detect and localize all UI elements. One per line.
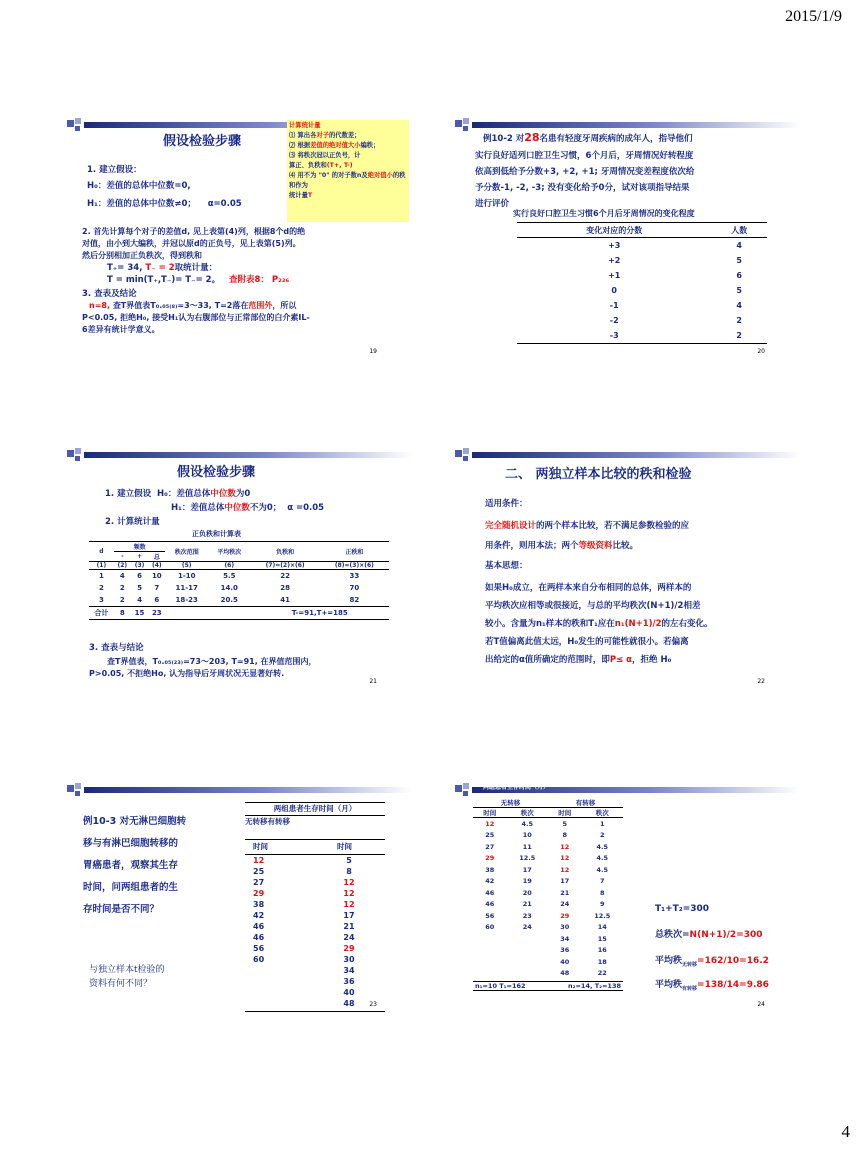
applicability-label: 适用条件： [485, 499, 528, 509]
cell-value: 12 [343, 878, 355, 887]
mean-rank-2: 平均秩$_{有转移}$=138/14=9.86 [655, 980, 769, 992]
step-2-line-a: 2. 首先计算每个对子的差值d, 见上表第(4)列，根据8个d的绝 [82, 227, 306, 236]
slide-title: 二、 两独立样本比较的秩和检验 [505, 467, 692, 482]
cell-value: 48 [343, 999, 355, 1008]
table-row: 3 2 4 6 18-23 20.5 41 82 [98, 596, 360, 604]
step-1: 1. 建立假设： [87, 165, 142, 175]
cell-value: 29 [343, 944, 355, 953]
h1: H₁：差值总体中位数不为0； α =0.05 [171, 503, 325, 513]
cell-value: 36 [343, 977, 355, 986]
step-2: 2. 计算统计量 [105, 517, 160, 527]
cell-value: 56 [253, 944, 265, 953]
table-title: 实行良好口腔卫生习惯6个月后牙周情况的变化程度 [513, 209, 695, 218]
slide-19 [67, 118, 412, 363]
no-metastasis-column [253, 855, 293, 965]
h0: H₀：差值的总体中位数=0, [87, 181, 191, 191]
col-header: 时间 [337, 842, 352, 851]
statistic: T = min(T₊,T₋)= T₋= 2。 查附表8： P₂₂₆ [107, 275, 290, 285]
table-row: 27 11 12 4.5 [485, 842, 609, 851]
step-3: 3. 查表及结论 [82, 289, 137, 299]
slide-24 [455, 783, 800, 1028]
table-row: -3 2 [517, 328, 767, 344]
table-row: 1 4 6 10 1-10 5.5 22 33 [98, 572, 360, 580]
group-header: 无转移 [245, 817, 268, 826]
conclusion-c: 6差异有统计学意义。 [82, 325, 160, 334]
conclusion-b: P<0.05, 拒绝H₀, 接受H₁认为右腹部位与正常部位的白介素IL- [82, 313, 310, 322]
table-row: 34 15 [560, 934, 607, 943]
table-row: +3 4 [608, 241, 742, 250]
cell-value: 46 [253, 933, 265, 942]
group-1-summary: n₁=10 T₁=162 [475, 982, 526, 990]
metastasis-column [329, 855, 369, 1009]
basic-idea-label: 基本思想： [485, 561, 528, 571]
slide-number: 21 [369, 678, 377, 685]
step-1: 1. 建立假设 H₀：差值总体中位数为0 [105, 489, 251, 499]
col-header: 人数 [731, 225, 748, 235]
cell-value: 8 [346, 867, 352, 876]
slide-22 [455, 448, 800, 693]
table-row: 36 16 [560, 946, 607, 955]
slide-number: 22 [757, 678, 765, 685]
table-row: -1 4 [609, 301, 742, 310]
table-row: 2 2 5 7 11-17 14.0 28 70 [98, 584, 360, 592]
conclusion-a: 查T界值表，T₀.₀₅₍₂₃₎=73～203, T=91, 在界值范围内， [107, 657, 317, 666]
cell-value: 27 [253, 878, 265, 887]
survival-table [245, 802, 385, 826]
question: 例10-3 对无淋巴细胞转 移与有淋巴细胞转移的 胃癌患者，观察其生存 时间，问两组患者的生 存时间是否不同？ [83, 816, 187, 915]
cell-value: 30 [343, 955, 355, 964]
table-row: 25 10 8 2 [485, 831, 605, 840]
cell-value: 24 [343, 933, 355, 942]
table-row: 40 18 [560, 957, 607, 966]
table-row: -2 2 [609, 316, 742, 325]
page-number: 4 [841, 1122, 850, 1141]
applicability-line-2: 用条件，则用本法；两个等级资料比较。 [485, 541, 639, 551]
cell-value: 38 [253, 900, 265, 909]
step-3: 3. 查表与结论 [89, 643, 144, 653]
slide-title-bar [67, 448, 412, 462]
cell-value: 60 [253, 955, 265, 964]
question-note: 与独立样本t检验的 资料有何不同？ [89, 965, 165, 989]
table-row: 12 4.5 5 1 [485, 819, 605, 828]
slide-20 [455, 118, 800, 363]
step-2-line-b: 对值，由小到大编秩，并冠以原d的正负号，见上表第(5)列。 [82, 239, 301, 248]
group-header: 无转移 [500, 799, 521, 807]
conclusion-b: P>0.05, 不拒绝Ho, 认为指导后牙周状况无显著好转. [89, 669, 285, 678]
table-row: 60 24 30 14 [485, 923, 607, 932]
slide-number: 19 [369, 348, 377, 355]
col-header: 变化对应的分数 [586, 225, 643, 235]
table-row: 42 19 17 7 [485, 877, 605, 886]
cell-value: 42 [253, 911, 265, 920]
table-row: +2 5 [608, 256, 742, 265]
slide-21 [67, 448, 412, 693]
cell-value: 12 [343, 889, 355, 898]
slide-title: 假设检验步骤 [163, 134, 242, 149]
cell-value: 5 [346, 856, 352, 865]
rank-table: 无转移 有转移 时间 秩次 时间 秩次 12 4.5 5 1 25 10 8 2 27 11 12 4.5 29 12.5 12 4.5 38 17 12 4.5 42 19 17 7 46 20 21 8 46 21 24 9 56 23 29 12.5 60 24 30 14 34 15 36 16 40 18 48 22 n₁=10 T₁=162 n₂=14, T₂=138 [475, 799, 621, 990]
group-header: 有转移 [575, 799, 596, 807]
mean-rank-1: 平均秩$_{无转移}$=162/10=16.2 [655, 956, 769, 968]
table-row: 56 23 29 12.5 [485, 911, 611, 920]
cell-value: 25 [253, 867, 265, 876]
basic-line-2: 平均秩次应相等或很接近，与总的平均秩次(N+1)/2相差 [485, 601, 701, 611]
applicability-line-1: 完全随机设计的两个样本比较，若不满足参数检验的应 [485, 521, 690, 531]
table-row: 46 21 24 9 [485, 900, 605, 909]
slide-title-bar [455, 118, 800, 132]
intro-line-3: 依高到低给予分数+3, +2, +1; 牙周情况变差程度依次给 [475, 167, 695, 177]
rank-sum-table: d 频数 秩次范围 平均秩次 负秩和 正秩和 - + 总 (1) (2) (3) (4) (5) (6) (7)=(2)×(6) (8)=(3)×(6) 1 4 6 10 1-10 5.5 22 33 2 2 5 7 11-17 14.0 28 70 3 2 4 6 18-23 20.5 41 82 合计 8 15 23 T-=91,T+=185 [89, 541, 389, 620]
cell-value: 12 [343, 900, 355, 909]
intro-line-4: 予分数-1, -2, -3; 没有变化给予0分，试对该项指导结果 [475, 183, 690, 193]
basic-line-5: 出给定的α值所确定的范围时，即P≤ α，拒绝 H₀ [485, 655, 672, 665]
cell-value: 46 [253, 922, 265, 931]
basic-line-3: 较小。含量为n₁样本的秩和T₁应在n₁(N+1)/2的左右变化。 [485, 619, 713, 629]
slide-title-bar [67, 783, 412, 797]
col-header: 时间 [253, 842, 268, 851]
slide-number: 23 [369, 1001, 377, 1008]
table-title: 两组患者生存时间（月） [273, 804, 357, 813]
table-title: 两组患者生存时间（月） [483, 784, 550, 791]
table-row: 46 20 21 8 [485, 888, 605, 897]
score-table [517, 222, 767, 344]
h1: H₁：差值的总体中位数≠0； α=0.05 [87, 199, 242, 209]
rank-sums: T₊= 34, T₋ = 2取统计量： [107, 263, 218, 273]
step-2-line-c: 然后分别相加正负秩次，得到秩和 [82, 251, 202, 260]
slide-number: 20 [757, 348, 765, 355]
slide-number: 24 [757, 1001, 765, 1008]
cell-value: 29 [253, 889, 265, 898]
conclusion-a: n=8, 查T界值表T₀.₀₅₍₈₎=3～33, T=2落在范围外，所以 [89, 301, 297, 310]
cell-value: 40 [343, 988, 355, 997]
table-title: 正负秩和计算表 [192, 530, 241, 538]
total-ranks: 总秩次=N(N+1)/2=300 [655, 930, 763, 940]
cell-value: 34 [343, 966, 355, 975]
cell-value: 17 [343, 911, 355, 920]
sum-ranks: T₁+T₂=300 [655, 904, 710, 914]
table-row: +1 6 [608, 271, 742, 280]
cell-value: 21 [343, 922, 355, 931]
note-box: 计算统计量 ⑴ 算出各对子的代数差； ⑵ 根据差值的绝对值大小编秩； ⑶ 将秩次冠以正负号，计 算正、负秩和(T+, T-) ⑷ 用不为 "0" 的对子数n及绝对值小的秩和作为 统计量T [287, 120, 409, 222]
basic-line-1: 如果H₀成立，在两样本来自分布相同的总体，两样本的 [485, 583, 692, 593]
slide-title: 假设检验步骤 [177, 465, 256, 480]
table-row: 0 5 [611, 286, 742, 295]
intro-line-5: 进行评价 [475, 199, 510, 209]
slide-23 [67, 783, 412, 1028]
basic-line-4: 若T值偏离此值太远，H₀发生的可能性就很小。若偏离 [485, 637, 689, 647]
table-row: 38 17 12 4.5 [485, 865, 609, 874]
group-header: 有转移 [267, 817, 290, 826]
cell-value: 12 [253, 856, 265, 865]
header-date: 2015/1/9 [785, 8, 842, 25]
intro-line-2: 实行良好适列口腔卫生习惯，6个月后，牙周情况好转程度 [475, 151, 694, 161]
table-total-row: 合计 8 15 23 T-=91,T+=185 [89, 607, 389, 620]
slide-title-bar [455, 448, 800, 462]
group-2-summary: n₂=14, T₂=138 [568, 982, 621, 990]
table-row: 29 12.5 12 4.5 [485, 854, 609, 863]
intro-line-1: 例10-2 对28名患有轻度牙周疾病的成年人，指导他们 [483, 131, 693, 144]
table-row: 48 22 [560, 969, 607, 978]
